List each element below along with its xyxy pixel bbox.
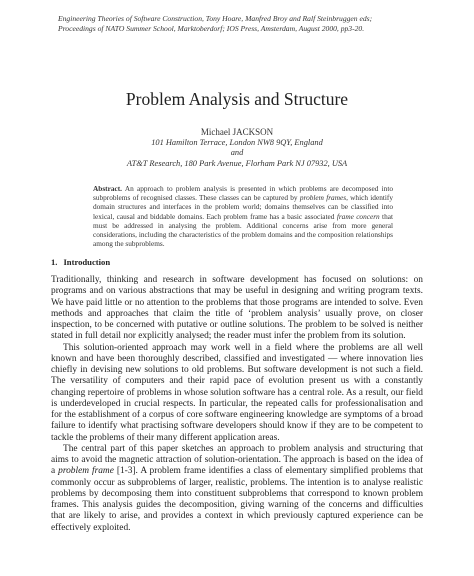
body-text [51, 275, 423, 534]
abstract-text-c: , which identify domain structures and interfaces in the problem world; domains themselves can be classified into lexical, causal and biddable domains. Each problem frame has a basic associated [93, 193, 393, 221]
citation-line-2: Proceedings of NATO Summer School, Marktoberdorf; IOS Press, Amsterdam, August 2000, pp3-20. [58, 24, 365, 33]
abstract-label: Abstract. [93, 184, 122, 193]
author-affiliation-2: AT&T Research, 180 Park Avenue, Florham Park NJ 07932, USA [126, 158, 348, 168]
author-name: Michael JACKSON [200, 127, 274, 137]
paragraph-3-text-c: [1-3]. A problem frame identifies a class of elementary simplified problems that commonly occur as subproblems of larger, realistic, problems. The intention is to analyse realistic problems by decomposing them into constituent subproblems that correspond to known problem frames. This analysis guides the decomposition, giving warning of the concerns and difficulties that are likely to arise, and provides a context in which previously captured experience can be effectively exploited. [51, 466, 423, 533]
author-block [0, 127, 474, 169]
paragraph-3-term: problem frame [58, 466, 114, 477]
abstract [93, 184, 393, 248]
paragraph-2: This solution-oriented approach may work well in a field where the problems are all well known and have been thoroughly described, classified and investigated — where innovation lies chiefly in devising new solutions to old problems. But software development is not such a field. The versatility of computers and their rapid pace of evolution present us with a constantly changing repertoire of problems in whose solution software has a central role. As a result, our field is underdeveloped in crucial respects. In particular, the repeated calls for professionalisation and for the establishment of a corpus of core software engineering knowledge are symptoms of a broad failure to identify what practising software developers should know if they are to be competent to tackle the problems of their many different application areas. [51, 342, 423, 443]
paragraph-3-text-a: The central part of this paper sketches an approach to problem analysis and structuring that aims to avoid the magnetic attraction of solution-orientation. The approach is based on the idea of a [51, 443, 423, 477]
abstract-term-frame-concern: frame concern [336, 211, 380, 221]
citation-header [58, 14, 438, 34]
section-heading [51, 257, 110, 267]
author-and: and [230, 148, 244, 158]
abstract-text-a: An approach to problem analysis is presented in which problems are decomposed into subproblems of recognised classes. These classes can be captured by [93, 184, 393, 203]
section-number: 1. [51, 257, 58, 267]
citation-line-1: Engineering Theories of Software Construction, Tony Hoare, Manfred Broy and Ralf Steinbruggen eds; [58, 14, 373, 23]
author-affiliation-1: 101 Hamilton Terrace, London NW8 9QY, England [151, 137, 323, 147]
section-title: Introduction [63, 257, 111, 267]
abstract-text-e: that must be addressed in analysing the problem. Additional concerns arise from more general considerations, including the characteristics of the problem domains and the composition relationships among the subproblems. [93, 211, 393, 249]
paragraph-3 [51, 444, 423, 534]
abstract-term-problem-frames: problem frames [299, 193, 347, 203]
paragraph-1: Traditionally, thinking and research in software development has focused on solutions: on programs and on various abstractions that may be useful in designing and writing program texts. We have paid little or no attention to the problems that those programs are intended to solve. Even methods and approaches that claim the title of ‘problem analysis’ usually prove, on closer inspection, to be concerned with putative or outline solutions. The problem to be solved is neither stated in full detail nor explicitly analysed; the reader must infer the problem from its solution. [51, 275, 423, 342]
paper-title: Problem Analysis and Structure [125, 89, 349, 109]
